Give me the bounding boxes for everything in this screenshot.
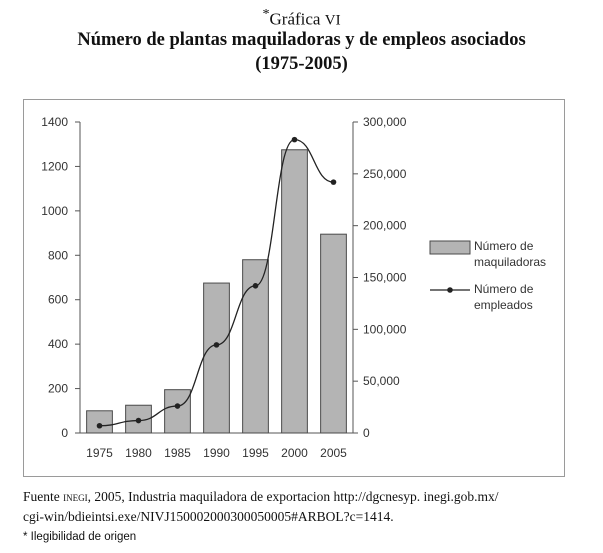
bar-maquiladoras: [204, 283, 230, 433]
source-text-1: , 2005, Industria maquiladora de exportacion http://dgcnesyp. inegi.gob.mx/: [87, 489, 499, 504]
point-empleados: [253, 283, 259, 289]
chart-numeral: VI: [324, 12, 341, 29]
point-empleados: [214, 342, 220, 348]
bar-maquiladoras: [165, 390, 191, 433]
point-empleados: [136, 418, 142, 424]
point-empleados: [175, 403, 181, 409]
x-tick-label: 1985: [164, 446, 191, 460]
source-prefix: Fuente: [23, 489, 60, 504]
right-tick-label: 0: [363, 426, 370, 440]
legend-label-empleados: empleados: [474, 298, 533, 312]
bar-maquiladoras: [87, 411, 113, 433]
left-tick-label: 400: [47, 337, 68, 352]
x-tick-label: 1980: [125, 446, 152, 460]
bar-maquiladoras: [282, 150, 308, 433]
left-tick-label: 200: [47, 381, 68, 396]
right-tick-label: 50,000: [363, 374, 400, 389]
legend-point-swatch: [447, 287, 453, 293]
x-tick-label: 1995: [242, 446, 269, 460]
left-tick-label: 1400: [41, 115, 68, 129]
asterisk-marker: *: [262, 6, 270, 22]
right-tick-label: 300,000: [363, 115, 407, 129]
left-tick-label: 600: [47, 292, 68, 307]
right-tick-label: 200,000: [363, 218, 407, 233]
footnote: * Ilegibilidad de origen: [23, 531, 137, 543]
chart-label: Gráfica: [269, 9, 321, 29]
legend-label-maquiladoras: Número de: [474, 239, 534, 253]
left-tick-label: 800: [47, 248, 68, 263]
left-tick-label: 1000: [41, 203, 68, 218]
source-text-2: cgi-win/bdieintsi.exe/NIVJ150002000300050005#ARBOL?c=1414.: [23, 509, 394, 524]
bar-maquiladoras: [321, 234, 347, 433]
left-tick-label: 0: [61, 426, 68, 440]
point-empleados: [292, 137, 298, 143]
right-tick-label: 150,000: [363, 270, 407, 285]
source-note: [23, 487, 593, 527]
right-tick-label: 100,000: [363, 322, 407, 337]
left-tick-label: 1200: [41, 159, 68, 174]
x-tick-label: 1975: [86, 446, 113, 460]
legend-label-empleados: Número de: [474, 282, 534, 296]
right-tick-label: 250,000: [363, 166, 407, 181]
x-tick-label: 2000: [281, 446, 308, 460]
point-empleados: [331, 179, 337, 185]
legend-label-maquiladoras: maquiladoras: [474, 255, 547, 269]
chart-title: Número de plantas maquiladoras y de empleos asociados: [77, 30, 526, 50]
x-tick-label: 1990: [203, 446, 230, 460]
point-empleados: [97, 423, 103, 429]
chart-period: (1975-2005): [255, 54, 348, 74]
source-org: inegi: [63, 489, 88, 504]
legend-bar-swatch: [430, 241, 470, 254]
x-tick-label: 2005: [320, 446, 347, 460]
